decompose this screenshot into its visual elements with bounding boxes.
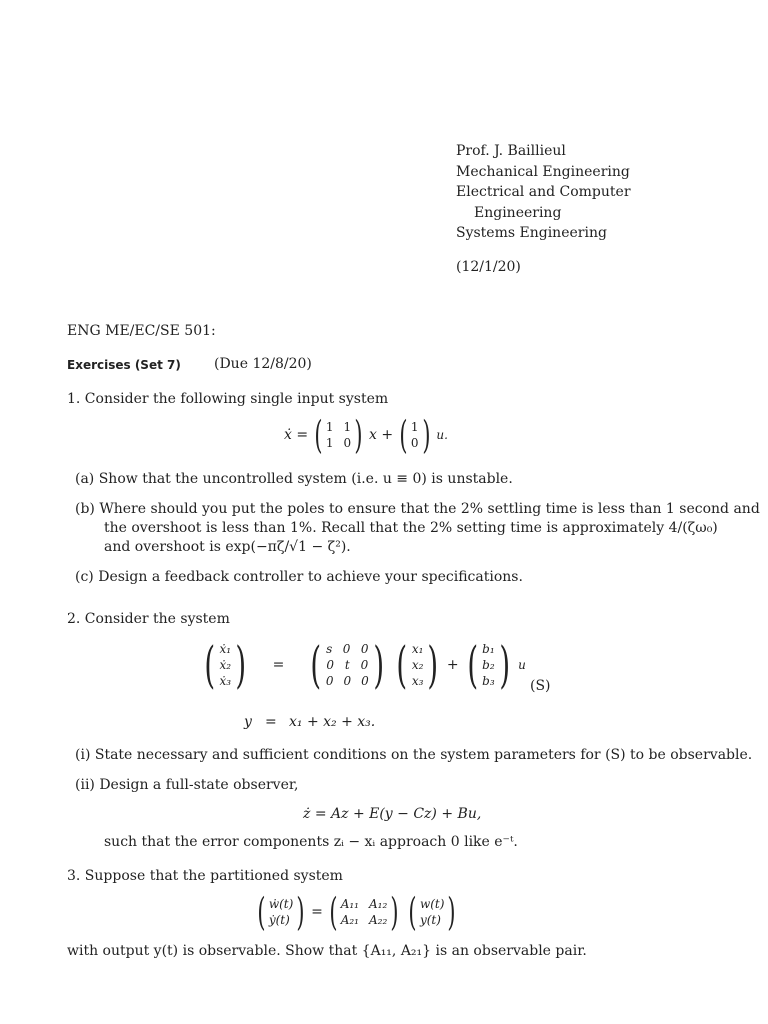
xdot3: ẋ₃ xyxy=(219,674,232,688)
eq-mid: x + xyxy=(369,427,394,443)
exercises-title: Exercises (Set 7) xyxy=(67,358,181,372)
output-lhs: y xyxy=(244,714,252,730)
output-rhs: x₁ + x₂ + x₃. xyxy=(289,714,376,730)
matrix-a: ( 1 1 1 0 ) xyxy=(314,413,363,457)
system-matrix: ( s 0 0 0 t 0 0 0 0 ) xyxy=(310,636,384,694)
m11: s xyxy=(326,642,333,656)
problem-1-intro: 1. Consider the following single input system xyxy=(67,391,389,407)
x2: x₂ xyxy=(411,658,424,672)
m22: t xyxy=(344,658,350,672)
m23: 0 xyxy=(360,658,369,672)
course-title: ENG ME/EC/SE 501: xyxy=(67,323,216,339)
partition-matrix: ( A₁₁ A₁₂ A₂₁ A₂₂ ) xyxy=(329,890,399,934)
b2: 0 xyxy=(410,436,419,450)
w-t: w(t) xyxy=(419,897,445,911)
output-eq: = xyxy=(265,714,277,730)
department-1: Mechanical Engineering xyxy=(456,163,630,180)
A22: A₂₂ xyxy=(368,913,388,927)
rhs-vector: ( w(t) y(t) ) xyxy=(408,890,456,934)
equals-sign: = xyxy=(311,904,323,920)
xdot1: ẋ₁ xyxy=(219,642,232,656)
due-date: (Due 12/8/20) xyxy=(214,356,312,372)
a22: 0 xyxy=(343,436,352,450)
problem-1b-line2: the overshoot is less than 1%. Recall that the 2% setting time is approximately 4/(ζω₀) xyxy=(104,520,718,536)
x3: x₃ xyxy=(411,674,424,688)
wdot: ẇ(t) xyxy=(268,897,294,911)
A11: A₁₁ xyxy=(340,897,359,911)
eq-lhs: ẋ = xyxy=(284,427,309,443)
error-statement: such that the error components zᵢ − xᵢ approach 0 like e⁻ᵗ. xyxy=(104,834,518,850)
author-header xyxy=(456,141,756,244)
b-vector: ( b₁ b₂ b₃ ) xyxy=(467,636,510,694)
equals-sign: = xyxy=(272,657,285,673)
m13: 0 xyxy=(360,642,369,656)
problem-1b-line3: and overshoot is exp(−πζ/√1 − ζ²). xyxy=(104,539,351,555)
m12: 0 xyxy=(342,642,351,656)
problem-1-equation xyxy=(284,413,448,457)
input-u: u xyxy=(518,658,526,672)
x1: x₁ xyxy=(411,642,424,656)
b2: b₂ xyxy=(482,658,495,672)
xdot2: ẋ₂ xyxy=(219,658,232,672)
problem-2ii: (ii) Design a full-state observer, xyxy=(75,777,299,793)
m21: 0 xyxy=(326,658,334,672)
problem-1b-line1: (b) Where should you put the poles to ensure that the 2% settling time is less than 1 second and xyxy=(75,501,760,517)
equation-label: (S) xyxy=(530,678,551,694)
department-2-cont: Engineering xyxy=(474,204,562,221)
plus-sign: + xyxy=(446,657,459,673)
a11: 1 xyxy=(325,420,334,434)
problem-3-equation xyxy=(254,891,459,933)
a12: 1 xyxy=(343,420,352,434)
b1: b₁ xyxy=(482,642,495,656)
problem-1c: (c) Design a feedback controller to achieve your specifications. xyxy=(75,569,523,585)
problem-2-state-equation xyxy=(200,636,526,694)
problem-3-intro: 3. Suppose that the partitioned system xyxy=(67,868,343,884)
m32: 0 xyxy=(343,674,352,688)
A21: A₂₁ xyxy=(340,913,359,927)
problem-2i: (i) State necessary and sufficient conditions on the system parameters for (S) to be observable. xyxy=(75,747,753,763)
ydot: ẏ(t) xyxy=(268,913,290,927)
m33: 0 xyxy=(361,674,369,688)
b1: 1 xyxy=(410,420,419,434)
department-2: Electrical and Computer xyxy=(456,184,631,201)
problem-2-intro: 2. Consider the system xyxy=(67,611,230,627)
xdot-vector: ( ẋ₁ ẋ₂ ẋ₃ ) xyxy=(204,636,247,694)
a21: 1 xyxy=(325,436,334,450)
problem-1a: (a) Show that the uncontrolled system (i.e. u ≡ 0) is unstable. xyxy=(75,471,513,487)
b3: b₃ xyxy=(482,674,495,688)
document-date: (12/1/20) xyxy=(456,259,521,275)
A12: A₁₂ xyxy=(368,897,388,911)
eq-end: u. xyxy=(436,428,448,442)
observer-equation: ż = Az + E(y − Cz) + Bu, xyxy=(303,806,482,822)
department-3: Systems Engineering xyxy=(456,225,607,242)
vector-b: ( 1 0 ) xyxy=(399,413,431,457)
problem-3-conclusion: with output y(t) is observable. Show that {A₁₁, A₂₁} is an observable pair. xyxy=(67,943,587,959)
lhs-vector: ( ẇ(t) ẏ(t) ) xyxy=(257,890,305,934)
m31: 0 xyxy=(325,674,334,688)
x-vector: ( x₁ x₂ x₃ ) xyxy=(396,636,439,694)
y-t: y(t) xyxy=(419,913,441,927)
author-name: Prof. J. Baillieul xyxy=(456,143,566,159)
